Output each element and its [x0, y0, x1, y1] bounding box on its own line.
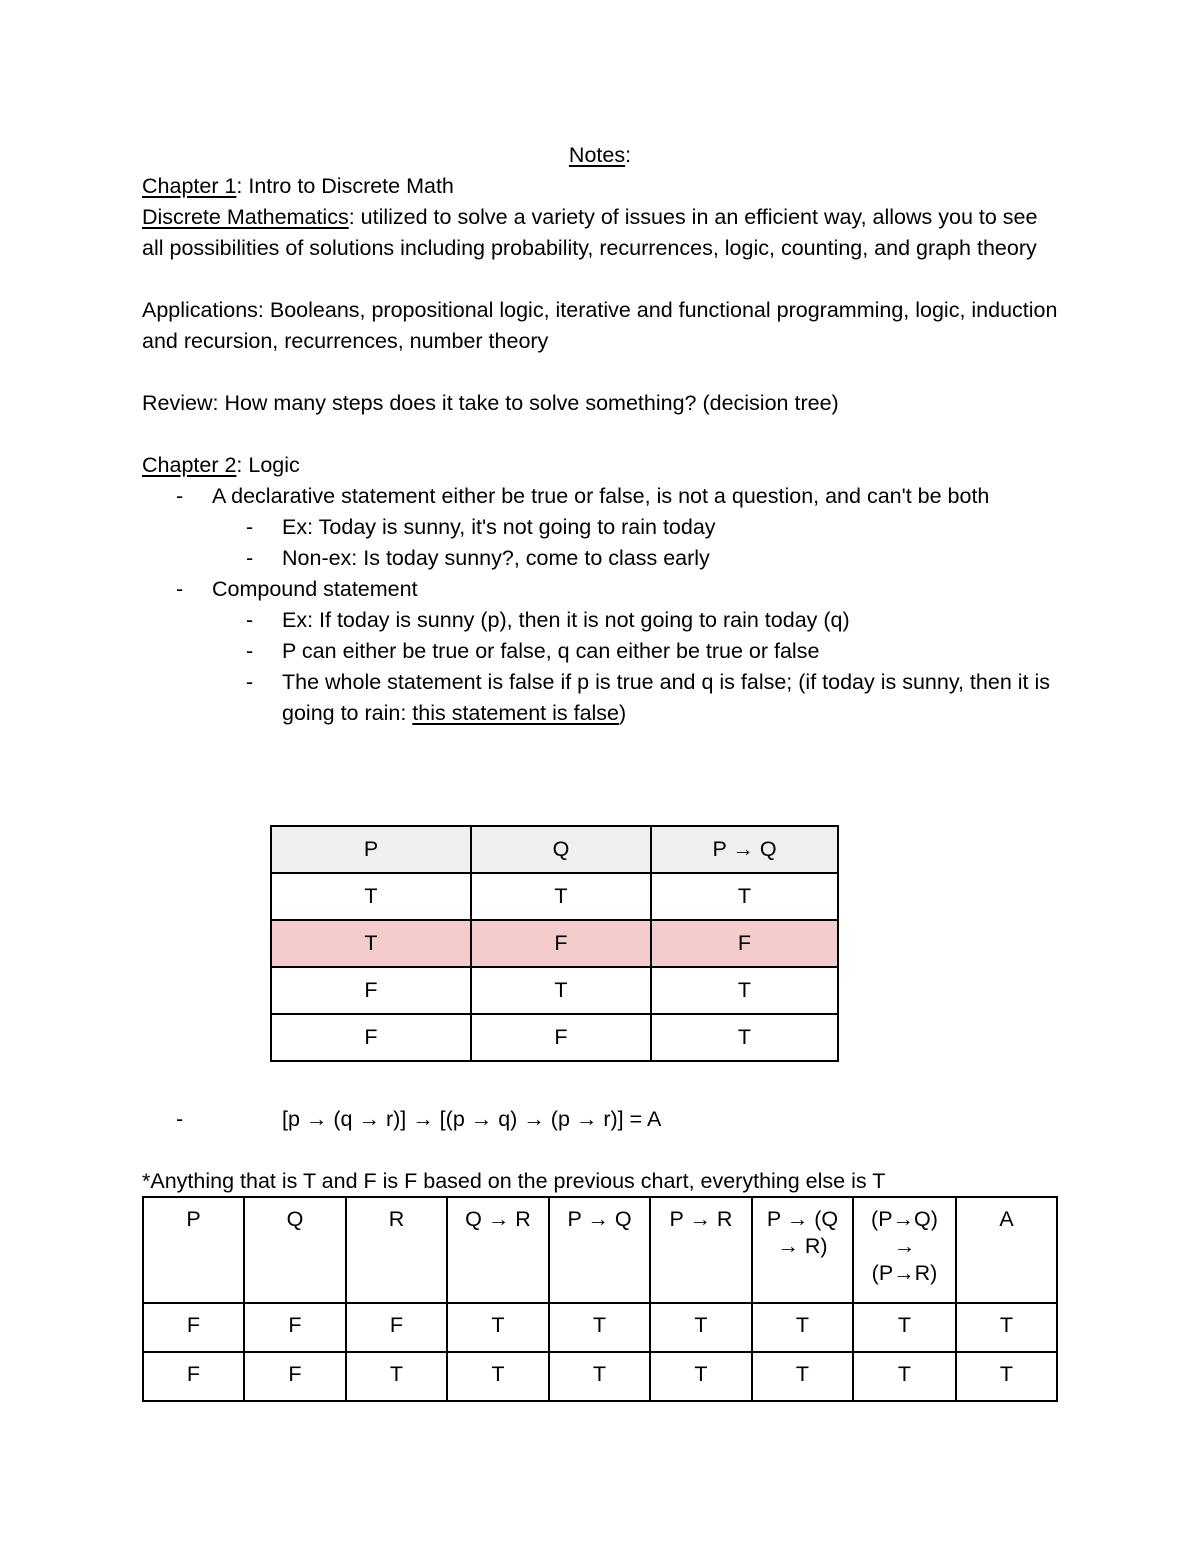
table-cell: F: [244, 1352, 346, 1401]
table-cell: T: [853, 1352, 956, 1401]
review-paragraph: Review: How many steps does it take to solve something? (decision tree): [142, 391, 839, 415]
list-item: - Compound statement - Ex: If today is sunny (p), then it is not going to rain today (q) - P can either be true or false, q can either be true or false - The whole statement is false if p is true and q is false; (if today is sunny, then it is going to rain: this statement is false): [142, 574, 1058, 729]
table-header-cell: P: [143, 1197, 244, 1303]
list-item: - A declarative statement either be true or false, is not a question, and can't be both - Ex: Today is sunny, it's not going to rain today - Non-ex: Is today sunny?, come to class early: [142, 481, 1058, 574]
table-row: [271, 967, 838, 1014]
table-header-row: [143, 1197, 1057, 1303]
table-cell: T: [651, 967, 838, 1014]
table-header-cell: P → Q: [549, 1197, 650, 1303]
table-cell: F: [346, 1303, 447, 1352]
table-cell: T: [651, 1014, 838, 1061]
list-item: - The whole statement is false if p is true and q is false; (if today is sunny, then it is going to rain: this statement is false): [212, 667, 1058, 729]
table-cell: F: [271, 967, 471, 1014]
page-title: Notes:: [568, 143, 632, 167]
table-cell: F: [651, 920, 838, 967]
table-cell: T: [549, 1352, 650, 1401]
table-cell: T: [650, 1352, 752, 1401]
chapter-1-heading: Chapter 1: Intro to Discrete Math: [142, 174, 454, 198]
table-header-cell: P → R: [650, 1197, 752, 1303]
table-header-cell: Q → R: [447, 1197, 549, 1303]
table-cell: T: [752, 1352, 853, 1401]
table-cell: T: [650, 1303, 752, 1352]
table-header-row: [271, 826, 838, 873]
table-row: [143, 1352, 1057, 1401]
table-header-cell: P → (Q → R): [752, 1197, 853, 1303]
list-item: - [p → (q → r)] → [(p → q) → (p → r)] = A: [142, 1104, 1058, 1135]
table-header-cell: A: [956, 1197, 1057, 1303]
table-cell: T: [271, 920, 471, 967]
table-header-cell: R: [346, 1197, 447, 1303]
table-cell: T: [447, 1303, 549, 1352]
table-cell: F: [471, 1014, 651, 1061]
compound-truth-table: [142, 1196, 1058, 1402]
table-cell: F: [244, 1303, 346, 1352]
table-header-cell: P: [271, 826, 471, 873]
formula-line: [142, 1104, 1058, 1135]
formula-list: [142, 1104, 1058, 1135]
table-row: [143, 1303, 1057, 1352]
table-header-cell: P → Q: [651, 826, 838, 873]
applications-paragraph: Applications: Booleans, propositional logic, iterative and functional programming, logic, induction and recursion, recurrences, number theory: [142, 298, 1058, 353]
list-item: - Ex: Today is sunny, it's not going to rain today: [212, 512, 1058, 543]
table-cell: T: [956, 1303, 1057, 1352]
table-row: [271, 1014, 838, 1061]
list-item: - Non-ex: Is today sunny?, come to class early: [212, 543, 1058, 574]
table-header-cell: Q: [244, 1197, 346, 1303]
logic-bullet-list: [142, 481, 1058, 729]
table-cell: T: [549, 1303, 650, 1352]
table-cell: T: [346, 1352, 447, 1401]
table-cell: T: [471, 967, 651, 1014]
table-cell: T: [752, 1303, 853, 1352]
table-cell: T: [853, 1303, 956, 1352]
table-header-cell: (P→Q) → (P→R): [853, 1197, 956, 1303]
list-item: - P can either be true or false, q can either be true or false: [212, 636, 1058, 667]
table-header-cell: Q: [471, 826, 651, 873]
table-row: [271, 873, 838, 920]
table-cell: T: [956, 1352, 1057, 1401]
table-cell: T: [447, 1352, 549, 1401]
definition-paragraph: Discrete Mathematics: utilized to solve a variety of issues in an efficient way, allows you to see all possibilities of solutions including probability, recurrences, logic, counting, and graph theory: [142, 205, 1038, 260]
chapter-2-heading: Chapter 2: Logic: [142, 453, 300, 477]
chart-note: *Anything that is T and F is F based on the previous chart, everything else is T: [142, 1169, 886, 1193]
table-cell: T: [651, 873, 838, 920]
notes-body: [142, 140, 1058, 729]
nested-list: [212, 512, 1058, 574]
table-cell: F: [143, 1303, 244, 1352]
table-row-highlighted: [271, 920, 838, 967]
table-cell: T: [471, 873, 651, 920]
table-cell: F: [143, 1352, 244, 1401]
table-cell: T: [271, 873, 471, 920]
list-item: - Ex: If today is sunny (p), then it is not going to rain today (q): [212, 605, 1058, 636]
table-cell: F: [471, 920, 651, 967]
nested-list: [212, 605, 1058, 729]
table-cell: F: [271, 1014, 471, 1061]
implication-truth-table: [270, 825, 839, 1062]
